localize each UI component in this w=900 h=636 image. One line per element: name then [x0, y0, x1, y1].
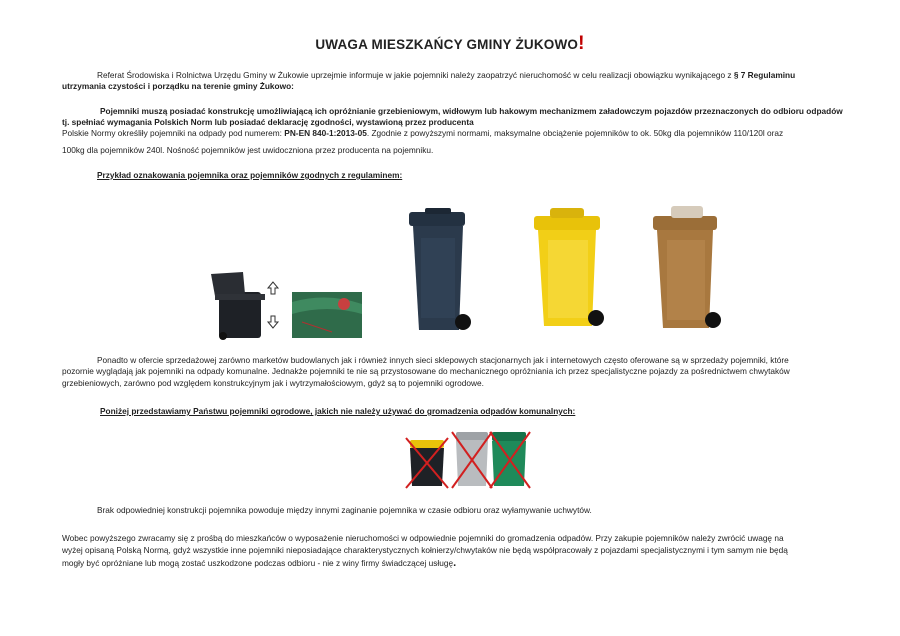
norm-suffix: . Zgodnie z powyższymi normami, maksymalne obciążenie pojemników to ok. 50kg dla pojemników 110/120l oraz — [366, 128, 784, 138]
offer-paragraph-line-3: grzebieniowych, zarówno pod względem konstrukcyjnym jak i wytrzymałościowym, gdyż są to pojemniki ogrodowe. — [62, 378, 484, 388]
bin-marking-closeup-image — [292, 292, 362, 338]
page-title — [0, 33, 900, 55]
closing-paragraph-line-2: wyżej opisaną Polską Normą, gdyż wszystkie inne pojemniki nieposiadające charakterystycznych kołnierzy/chwytaków nie będą współpracowały z pojazdami specjalistycznymi i tym samym nie będą — [62, 545, 788, 555]
norm-line-2: 100kg dla pojemników 240l. Nośność pojemników jest uwidoczniona przez producenta na pojemniku. — [62, 145, 434, 155]
norm-number: PN-EN 840-1:2013-05 — [284, 128, 367, 138]
offer-paragraph-line-2: pozornie wyglądają jak pojemniki na odpady komunalne. Jednakże pojemniki te nie są przystosowane do mechanicznego opróżniania ich przez specjalistyczne pojazdy za pośrednictwem chwytaków — [62, 366, 790, 376]
navy-bin-image — [405, 208, 471, 336]
intro-regulation-ref: § 7 Regulaminu — [733, 70, 796, 80]
intro-line-2: utrzymania czystości i porządku na terenie gminy Żukowo: — [62, 81, 294, 91]
brown-bin-image — [651, 206, 721, 334]
offer-paragraph-line-1: Ponadto w ofercie sprzedażowej zarówno marketów budowlanych jak i również innych sieci sklepowych stacjonarnych jak i internetowych często oferowane są w sprzedaży pojemniki, które — [97, 355, 789, 365]
lack-of-construction-paragraph: Brak odpowiedniej konstrukcji pojemnika powoduje między innymi zaginanie pojemnika w czasie odbioru oraz wyłamywanie uchwytów. — [97, 505, 592, 515]
requirements-line-1: Pojemniki muszą posiadać konstrukcję umożliwiającą ich opróżnianie grzebieniowym, widłowym lub hakowym mechanizmem załadowczym pojazdów przeznaczonych do odbioru odpadów — [100, 106, 843, 116]
example-heading: Przykład oznakowania pojemnika oraz pojemników zgodnych z regulaminem: — [97, 170, 403, 180]
garden-bins-heading: Poniżej przedstawiamy Państwu pojemniki ogrodowe, jakich nie należy używać do gromadzenia odpadów komunalnych: — [100, 406, 576, 416]
requirements-line-2: tj. spełniać wymagania Polskich Norm lub posiadać deklarację zgodności, wystawioną przez producenta — [62, 117, 474, 127]
yellow-bin-image — [532, 208, 604, 332]
closing-end-mark: . — [453, 557, 457, 569]
title-exclamation: ! — [578, 33, 585, 54]
closing-paragraph-line-3 — [62, 558, 456, 569]
title-text: UWAGA MIESZKAŃCY GMINY ŻUKOWO — [315, 37, 579, 52]
intro-line-1 — [97, 70, 857, 81]
closing-line-3-text: mogły być opróżniane lub mogą zostać uszkodzone podczas odbioru - nie z winy firmy świadczącej usługę — [62, 558, 454, 568]
closing-paragraph-line-1: Wobec powyższego zwracamy się z prośbą do mieszkańców o wyposażenie nieruchomości w odpowiednie pojemniki do gromadzenia odpadów. Przy zakupie pojemników należy zwrócić uwagę na — [62, 533, 784, 543]
intro-text: Referat Środowiska i Rolnictwa Urzędu Gminy w Żukowie uprzejmie informuje w jakie pojemniki należy zaopatrzyć nieruchomość w celu realizacji obowiązku wynikającego z — [97, 70, 732, 80]
norm-line-1 — [62, 128, 862, 139]
open-lid-bin-image — [205, 272, 285, 340]
norm-prefix: Polskie Normy określiły pojemniki na odpady pod numerem: — [62, 128, 282, 138]
garden-bins-crossed-image — [404, 430, 534, 492]
